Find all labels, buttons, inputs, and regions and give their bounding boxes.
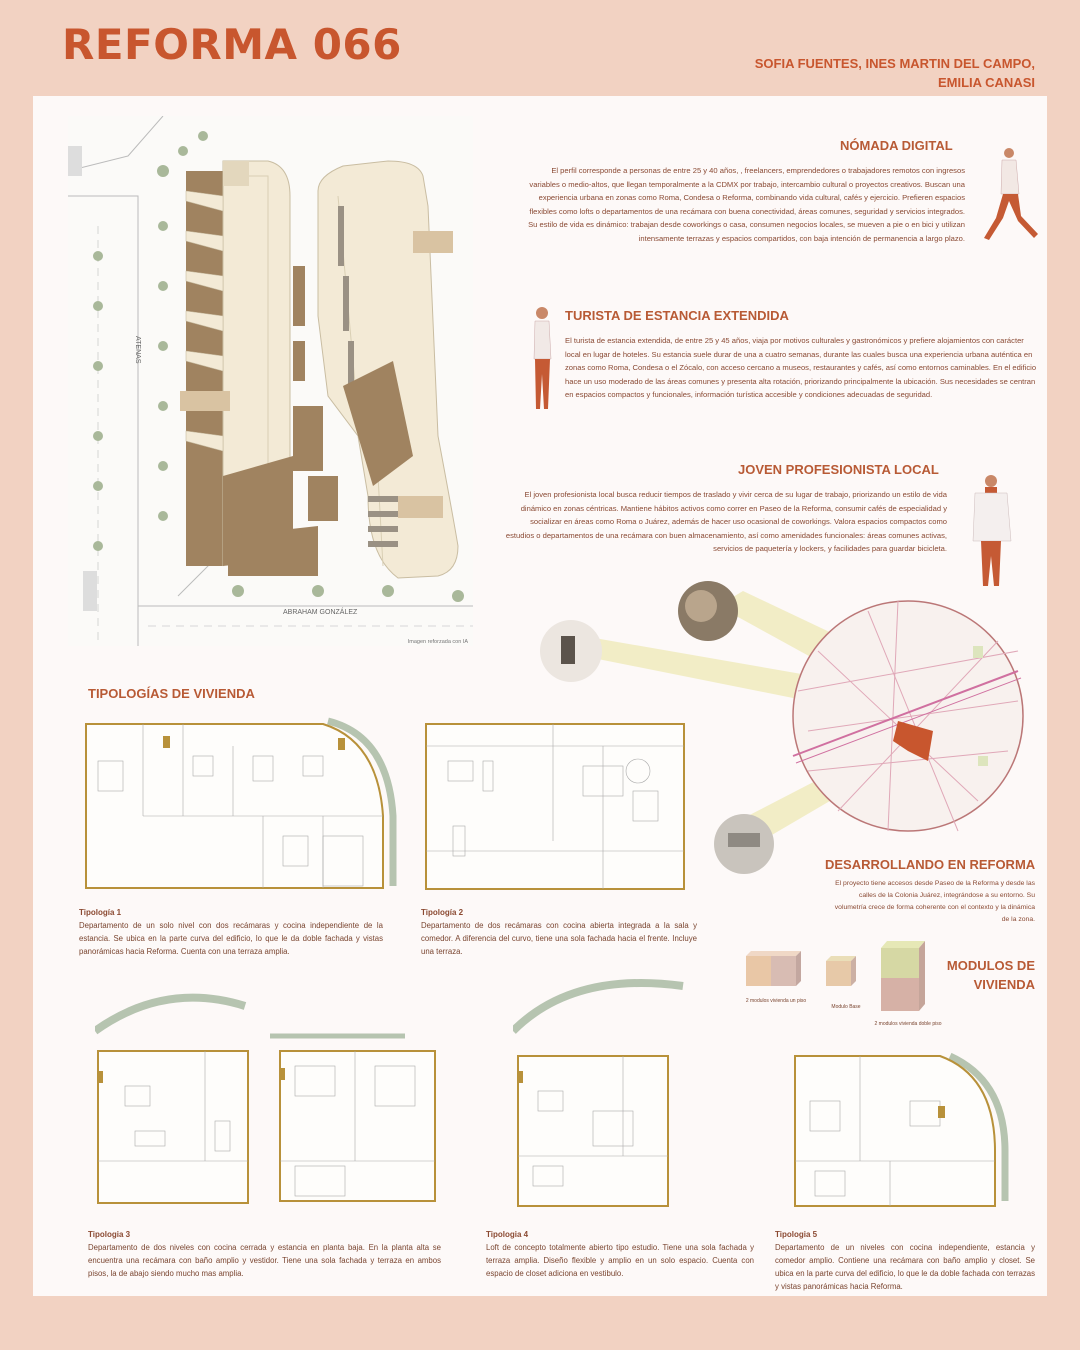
plan-typology-4 <box>513 971 688 1211</box>
profile-text-2: El turista de estancia extendida, de entre 25 y 45 años, viaja por motivos culturales y gastronómicos y prefiere alojamientos con carácter local en lugar de hoteles. Su estancia suele durar de una a cuatro semanas, durante las cuales busca una experiencia urbana auténtica en zonas como Roma, Condesa o el Zócalo, con acceso cercano a museos, restaurantes y cafés, así como entornos caminables. En el edificio hace un uso moderado de las áreas comunes y presenta alta rotación, priorizando principalmente la ubicación. Sus necesidades se centran en espacios compactos y funcionales, información turística accesible y condiciones adecuadas de seguridad. <box>565 336 1037 400</box>
authors: SOFIA FUENTES, INES MARTIN DEL CAMPO, EMILIA CANASI <box>754 56 1035 90</box>
typology-3-text: Departamento de dos niveles con cocina cerrada y estancia en planta baja. En la planta alta se encuentra una recámara con baño amplio y vestidor. Tiene una sola fachada y terraza en ambos pisos, la de abajo siendo mucho mas amplia. <box>88 1243 441 1278</box>
plan-typology-2 <box>423 721 688 893</box>
professional-figure-icon <box>961 471 1021 591</box>
nomad-figure-icon <box>976 146 1042 244</box>
site-plan <box>68 116 473 646</box>
profile-text-1: El perfil corresponde a personas de entre 25 y 40 años, , freelancers, emprendedores o trabajadores remotos con ingresos variables o medio-altos, que llegan temporalmente a la CDMX por trabajo, intercambio cultural o proyectos creativos. Buscan una experiencia urbana en zonas como Roma, Condesa o Reforma, combinando vida cultural, cafés y ejercicio. Prefieren espacios flexibles como lofts o departamentos de una recámara con buena conectividad, áreas comunes, seguridad y servicios integrados. Su estilo de vida es dinámico: trabajan desde coworkings o casa, consumen negocios locales, se mueven a pie o en bici y utilizan intensamente terrazas y espacios compartidos, con baja intención de permanencia a largo plazo. <box>528 166 965 243</box>
module-label-2: Modulo Base <box>831 1004 861 1010</box>
street-label-atenas: ATENAS <box>134 336 141 364</box>
ai-note: Imagen reforzada con IA <box>407 639 468 645</box>
profile-title-1: NÓMADA DIGITAL <box>840 138 953 153</box>
typology-2-text: Departamento de dos recámaras con cocina abierta integrada a la sala y comedor. A diferencia del curvo, tiene una sola fachada hacia el frente. Incluye una terraza. <box>421 921 697 956</box>
typology-4-name: Tipologia 4 <box>486 1230 529 1239</box>
sheet <box>33 96 1047 1296</box>
typology-1-name: Tipología 1 <box>79 908 122 917</box>
typology-2-caption <box>421 906 697 958</box>
tourist-figure-icon <box>525 304 559 414</box>
plan-typology-3 <box>95 981 445 1206</box>
profile-title-2: TURISTA DE ESTANCIA EXTENDIDA <box>565 308 789 323</box>
context-title: DESARROLLANDO EN REFORMA <box>825 857 1036 872</box>
typology-1-caption <box>79 906 383 958</box>
plan-typology-5 <box>790 1051 1010 1211</box>
profile-text-3: El joven profesionista local busca reducir tiempos de traslado y vivir cerca de su lugar de trabajo, priorizando un estilo de vida dinámico en zonas céntricas. Mantiene hábitos activos como correr en Paseo de la Reforma, consumir cafés de especialidad y socializar en áreas como Roma o Juárez, además de hacer uso ocasional de coworkings. Valora espacios compactos como estudios o departamentos de una recámara con buen almacenamiento, así como amenidades funcionales: áreas comunes activas, servicios de paquetería y lockers, y facilidades para guardar bicicleta. <box>505 490 947 554</box>
typology-5-text: Departamento de un niveles con cocina independiente, estancia y comedor amplio. Contiene una recámara con baño amplio y closet. Se ubica en la parte curva del edificio, lo que le da doble fachada con terrazas y vistas panorámicas hacia Reforma. <box>775 1243 1035 1291</box>
typology-2-name: Tipología 2 <box>421 908 464 917</box>
plan-typology-1 <box>83 716 398 891</box>
modules-title: MODULOS DE VIVIENDA <box>946 958 1035 992</box>
typology-5-caption <box>775 1228 1035 1293</box>
typology-4-text: Loft de concepto totalmente abierto tipo estudio. Tiene una sola fachada y terraza amplia. Diseño flexible y amplio en un solo espacio. Cuenta con espacio de closet adiciona en vestibulo. <box>486 1243 754 1278</box>
typology-5-name: Tipologia 5 <box>775 1230 818 1239</box>
typology-3-caption <box>88 1228 441 1280</box>
module-label-1: 2 modulos vivienda un piso <box>745 998 807 1004</box>
module-label-3: 2 modulos vivienda doble piso <box>874 1021 942 1027</box>
profile-title-3: JOVEN PROFESIONISTA LOCAL <box>738 462 939 477</box>
typology-3-name: Tipologia 3 <box>88 1230 131 1239</box>
page-title: REFORMA 066 <box>62 20 402 69</box>
typology-4-caption <box>486 1228 754 1280</box>
typology-1-text: Departamento de un solo nivel con dos recámaras y cocina independiente de la estancia. Se ubica en la parte curva del edificio, lo que le da doble fachada y vistas panorámicas hacia Reforma. Cuenta con una terraza amplia. <box>79 921 383 956</box>
typologies-title: TIPOLOGÍAS DE VIVIENDA <box>88 686 255 701</box>
context-text: El proyecto tiene accesos desde Paseo de la Reforma y desde las calles de la Colonia Juárez, integrándose a su entorno. Su volumetría crece de forma coherente con el contexto y la dinámica de la zona. <box>834 880 1035 923</box>
street-label-abraham: ABRAHAM GONZÁLEZ <box>283 609 358 616</box>
